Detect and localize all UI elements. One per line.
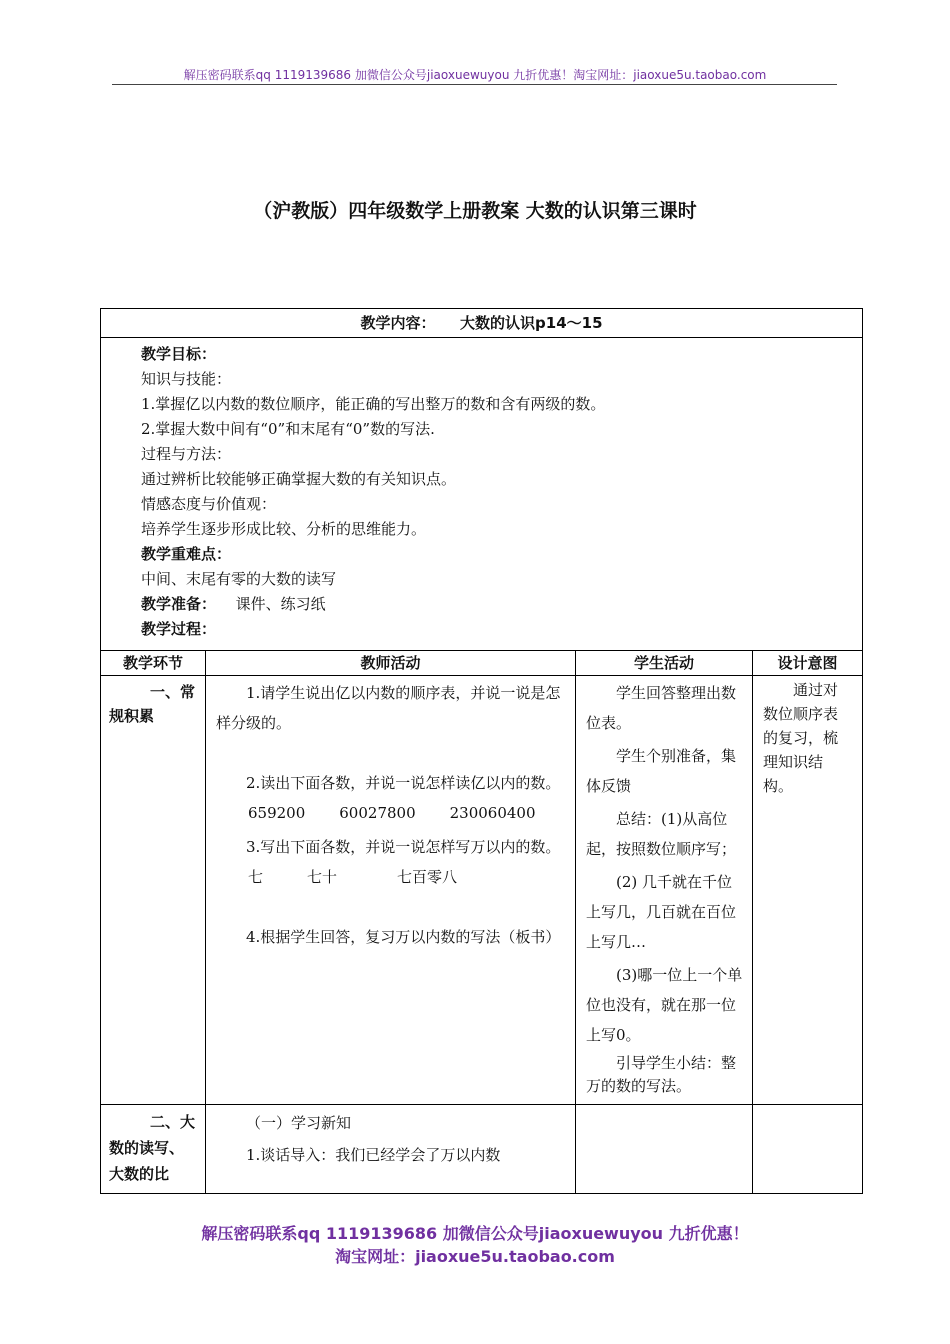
student-note-5: (3)哪一位上一个单位也没有，就在那一位上写0。 xyxy=(586,966,743,1044)
content-value: 大数的认识p14～15 xyxy=(460,314,603,332)
teacher-2-step-1: 1.谈话导入：我们已经学会了万以内数 xyxy=(246,1146,501,1164)
objective-line: 1.掌握亿以内数的数位顺序，能正确的写出整万的数和含有两级的数。 xyxy=(141,395,606,413)
teacher-step-4: 4.根据学生回答，复习万以内数的写法（板书） xyxy=(246,928,561,946)
col-header-design: 设计意图 xyxy=(753,651,863,676)
objective-line: 过程与方法： xyxy=(141,445,232,463)
student-note-4: (2) 几千就在千位上写几，几百就在百位上写几… xyxy=(586,873,737,951)
chinese-number-item: 七 xyxy=(248,868,264,886)
col-header-student: 学生活动 xyxy=(576,651,753,676)
stage-row-1 xyxy=(101,676,863,1105)
student-note-3: 总结：(1)从高位起，按照数位顺序写； xyxy=(586,810,737,858)
design-intent-cell-2 xyxy=(753,1105,863,1194)
footer-notice-line1: 解压密码联系qq 1119139686 加微信公众号jiaoxuewuyou 九折优惠！ xyxy=(201,1224,749,1243)
objectives-cell xyxy=(101,338,863,651)
teacher-activity-cell-2 xyxy=(206,1105,576,1194)
stage-2-line3: 大数的比 xyxy=(109,1165,170,1183)
preparation-heading: 教学准备： xyxy=(141,595,217,613)
content-label: 教学内容： xyxy=(360,314,436,332)
key-points-text: 中间、末尾有零的大数的读写 xyxy=(141,570,337,588)
stage-2-line2: 数的读写、 xyxy=(109,1139,185,1157)
stage-cell-1 xyxy=(101,676,206,1105)
objective-line: 通过辨析比较能够正确掌握大数的有关知识点。 xyxy=(141,470,457,488)
number-item: 60027800 xyxy=(339,804,416,822)
design-intent-cell xyxy=(753,676,863,1105)
lesson-plan-table xyxy=(100,308,863,1194)
key-points-heading: 教学重难点： xyxy=(141,545,232,563)
number-list xyxy=(216,798,569,828)
stage-1-line2: 规积累 xyxy=(109,707,155,725)
student-activity-cell-2 xyxy=(576,1105,753,1194)
stage-row-2 xyxy=(101,1105,863,1194)
col-header-stage: 教学环节 xyxy=(101,651,206,676)
stage-cell-2 xyxy=(101,1105,206,1194)
objective-line: 2.掌握大数中间有“0”和末尾有“0”数的写法. xyxy=(141,420,435,438)
preparation-text: 课件、练习纸 xyxy=(235,595,326,613)
preparation-line xyxy=(141,592,856,617)
stage-1-line1: 一、常 xyxy=(149,683,195,701)
number-item: 230060400 xyxy=(449,804,536,822)
footer-notice-line2: 淘宝网址：jiaoxue5u.taobao.com xyxy=(335,1247,615,1266)
teacher-step-2: 2.读出下面各数，并说一说怎样读亿以内的数。 xyxy=(246,774,561,792)
objective-line: 知识与技能： xyxy=(141,370,232,388)
design-intent-text: 通过对数位顺序表的复习，梳理知识结构。 xyxy=(763,681,839,795)
student-note-1: 学生回答整理出数位表。 xyxy=(586,684,737,732)
column-header-row xyxy=(101,651,863,676)
stage-2-line1: 二、大 xyxy=(149,1113,195,1131)
objective-line: 情感态度与价值观： xyxy=(141,495,277,513)
teacher-step-1: 1.请学生说出亿以内数的顺序表，并说一说是怎样分级的。 xyxy=(216,684,561,732)
header-notice: 解压密码联系qq 1119139686 加微信公众号jiaoxuewuyou 九折优惠！淘宝网址：jiaoxue5u.taobao.com xyxy=(183,68,767,82)
teacher-2-section: （一）学习新知 xyxy=(246,1114,352,1132)
chinese-number-item: 七百零八 xyxy=(397,868,458,886)
objective-line: 培养学生逐步形成比较、分析的思维能力。 xyxy=(141,520,427,538)
student-note-6: 引导学生小结：整万的数的写法。 xyxy=(586,1054,737,1095)
header-divider xyxy=(112,84,837,85)
number-item: 659200 xyxy=(248,804,306,822)
student-activity-cell xyxy=(576,676,753,1105)
process-heading: 教学过程： xyxy=(141,620,217,638)
student-note-2: 学生个别准备，集体反馈 xyxy=(586,747,737,795)
content-cell xyxy=(101,309,863,338)
col-header-teacher: 教师活动 xyxy=(206,651,576,676)
chinese-number-list xyxy=(216,862,569,892)
page-title: （沪教版）四年级数学上册教案 大数的认识第三课时 xyxy=(253,200,697,222)
content-row xyxy=(101,309,863,338)
objectives-heading: 教学目标： xyxy=(141,345,217,363)
teacher-step-3: 3.写出下面各数，并说一说怎样写万以内的数。 xyxy=(246,838,561,856)
objectives-row xyxy=(101,338,863,651)
chinese-number-item: 七十 xyxy=(307,868,338,886)
teacher-activity-cell xyxy=(206,676,576,1105)
